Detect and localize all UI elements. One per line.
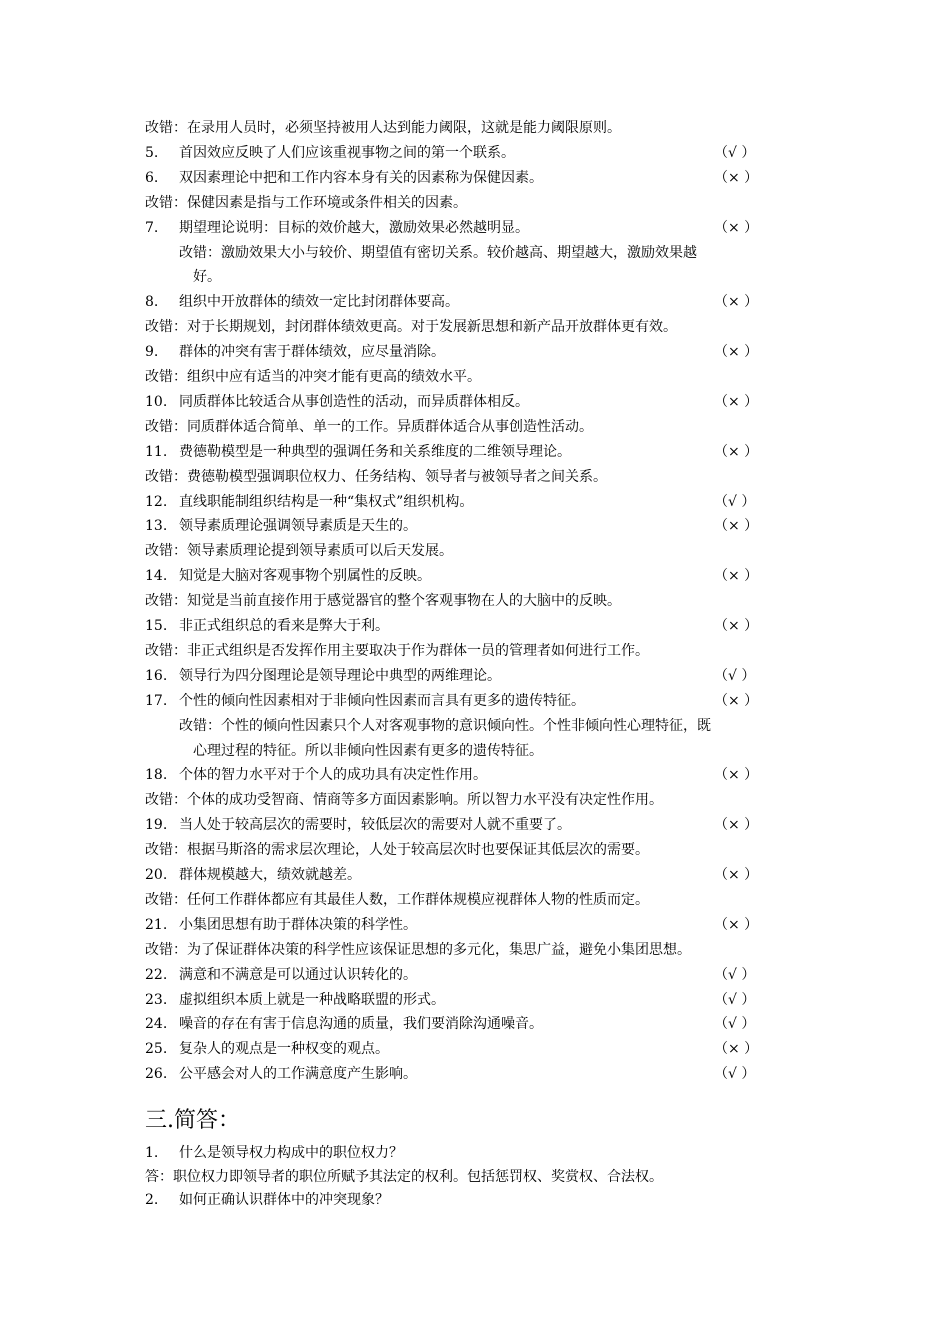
question-text: 组织中开放群体的绩效一定比封闭群体要高。 — [179, 294, 459, 311]
answer-mark: （× ） — [714, 568, 759, 585]
correction-line — [0, 1166, 950, 1188]
question-line — [0, 391, 950, 413]
question-number: 2. — [145, 1192, 159, 1208]
answer-mark: （× ） — [714, 518, 759, 535]
correction-text: 改错：知觉是当前直接作用于感觉器官的整个客观事物在人的大脑中的反映。 — [145, 593, 621, 610]
question-number: 9. — [145, 344, 159, 361]
question-text: 个性的倾向性因素相对于非倾向性因素而言具有更多的遗传特征。 — [179, 692, 585, 709]
question-line — [0, 441, 950, 463]
correction-line — [0, 366, 950, 388]
section-heading: 三.简答： — [145, 1108, 240, 1133]
question-number: 24. — [145, 1016, 168, 1033]
answer-mark: （× ） — [714, 443, 759, 460]
answer-mark: （× ） — [714, 393, 759, 410]
correction-line — [0, 789, 950, 811]
question-number: 19. — [145, 817, 168, 834]
question-number: 13. — [145, 518, 168, 535]
question-number: 16. — [145, 667, 168, 684]
correction-line — [0, 889, 950, 911]
question-number: 1. — [145, 1145, 159, 1161]
question-line — [0, 864, 950, 886]
correction-text: 答：职位权力即领导者的职位所赋予其法定的权利。包括惩罚权、奖赏权、合法权。 — [145, 1168, 663, 1185]
question-line — [0, 914, 950, 936]
correction-text: 改错：在录用人员时，必须坚持被用人达到能力阈限，这就是能力阈限原则。 — [145, 120, 621, 136]
correction-line — [0, 117, 950, 139]
question-number: 18. — [145, 767, 168, 784]
question-text: 非正式组织总的看来是弊大于利。 — [179, 618, 389, 634]
question-line — [0, 1038, 950, 1060]
question-number: 8. — [145, 294, 159, 311]
question-number: 25. — [145, 1041, 168, 1058]
answer-mark: （× ） — [714, 692, 759, 709]
correction-text: 改错：个性的倾向性因素只个人对客观事物的意识倾向性。个性非倾向性心理特征，既 — [179, 717, 711, 734]
correction-text: 改错：根据马斯洛的需求层次理论，人处于较高层次时也要保证其低层次的需要。 — [145, 842, 649, 859]
correction-text: 改错：个体的成功受智商、情商等多方面因素影响。所以智力水平没有决定性作用。 — [145, 792, 663, 809]
question-line — [0, 491, 950, 513]
answer-mark: （× ） — [714, 294, 759, 311]
question-text: 双因素理论中把和工作内容本身有关的因素称为保健因素。 — [179, 169, 543, 186]
correction-text: 改错：对于长期规划，封闭群体绩效更高。对于发展新思想和新产品开放群体更有效。 — [145, 319, 677, 336]
correction-text: 改错：组织中应有适当的冲突才能有更高的绩效水平。 — [145, 369, 481, 385]
continuation-line — [0, 740, 950, 762]
answer-mark: （× ） — [714, 344, 759, 361]
question-line — [0, 989, 950, 1011]
question-line — [0, 615, 950, 637]
correction-line — [0, 416, 950, 438]
correction-text: 改错：领导素质理论提到领导素质可以后天发展。 — [145, 543, 453, 560]
question-line — [0, 341, 950, 363]
question-text: 知觉是大脑对客观事物个别属性的反映。 — [179, 568, 431, 585]
question-text: 公平感会对人的工作满意度产生影响。 — [179, 1066, 417, 1083]
continuation-line — [0, 266, 950, 288]
question-number: 21. — [145, 916, 168, 933]
answer-mark: （√ ） — [714, 1066, 756, 1083]
correction-text: 改错：激励效果大小与较价、期望值有密切关系。较价越高、期望越大，激励效果越 — [179, 244, 697, 261]
question-number: 7. — [145, 219, 159, 236]
question-line — [0, 1189, 950, 1211]
question-text: 费德勒模型是一种典型的强调任务和关系维度的二维领导理论。 — [179, 443, 571, 460]
correction-line — [0, 316, 950, 338]
continuation-text: 心理过程的特征。所以非倾向性因素有更多的遗传特征。 — [193, 742, 543, 759]
answer-mark: （√ ） — [714, 667, 756, 684]
question-number: 11. — [145, 443, 168, 460]
question-line — [0, 665, 950, 687]
answer-mark: （× ） — [714, 817, 759, 834]
correction-line — [0, 242, 950, 264]
question-line — [0, 1063, 950, 1085]
answer-mark: （√ ） — [714, 991, 756, 1008]
question-text: 个体的智力水平对于个人的成功具有决定性作用。 — [179, 767, 487, 784]
question-text: 领导素质理论强调领导素质是天生的。 — [179, 518, 417, 535]
question-number: 6. — [145, 169, 159, 186]
correction-line — [0, 715, 950, 737]
correction-text: 改错：任何工作群体都应有其最佳人数，工作群体规模应视群体人物的性质而定。 — [145, 891, 649, 908]
question-text: 如何正确认识群体中的冲突现象？ — [179, 1192, 389, 1208]
question-number: 23. — [145, 991, 168, 1008]
question-line — [0, 964, 950, 986]
question-text: 噪音的存在有害于信息沟通的质量，我们要消除沟通噪音。 — [179, 1016, 543, 1033]
question-text: 满意和不满意是可以通过认识转化的。 — [179, 966, 417, 983]
correction-line — [0, 640, 950, 662]
question-line — [0, 814, 950, 836]
question-line — [0, 690, 950, 712]
answer-mark: （√ ） — [714, 493, 756, 510]
answer-mark: （× ） — [714, 867, 759, 883]
question-line — [0, 142, 950, 164]
question-number: 17. — [145, 692, 168, 709]
question-text: 复杂人的观点是一种权变的观点。 — [179, 1041, 389, 1058]
answer-mark: （× ） — [714, 1041, 759, 1058]
question-line — [0, 217, 950, 239]
question-line — [0, 565, 950, 587]
question-number: 14. — [145, 568, 168, 585]
question-number: 5. — [145, 144, 159, 161]
question-line — [0, 167, 950, 189]
correction-line — [0, 590, 950, 612]
question-number: 26. — [145, 1066, 168, 1083]
question-text: 小集团思想有助于群体决策的科学性。 — [179, 916, 417, 933]
answer-mark: （√ ） — [714, 144, 756, 161]
question-line — [0, 291, 950, 313]
question-text: 同质群体比较适合从事创造性的活动，而异质群体相反。 — [179, 393, 529, 410]
question-text: 当人处于较高层次的需要时，较低层次的需要对人就不重要了。 — [179, 817, 571, 834]
question-text: 期望理论说明：目标的效价越大，激励效果必然越明显。 — [179, 219, 529, 236]
answer-mark: （× ） — [714, 169, 759, 186]
question-text: 什么是领导权力构成中的职位权力？ — [179, 1145, 403, 1161]
correction-line — [0, 540, 950, 562]
correction-text: 改错：费德勒模型强调职位权力、任务结构、领导者与被领导者之间关系。 — [145, 468, 607, 485]
correction-line — [0, 192, 950, 214]
continuation-text: 好。 — [193, 269, 221, 286]
correction-text: 改错：保健因素是指与工作环境或条件相关的因素。 — [145, 194, 467, 211]
question-number: 12. — [145, 493, 168, 510]
question-number: 22. — [145, 966, 168, 983]
question-number: 10. — [145, 393, 168, 410]
answer-mark: （× ） — [714, 767, 759, 784]
answer-mark: （√ ） — [714, 966, 756, 983]
question-text: 虚拟组织本质上就是一种战略联盟的形式。 — [179, 991, 445, 1008]
answer-mark: （√ ） — [714, 1016, 756, 1033]
answer-mark: （× ） — [714, 618, 759, 634]
correction-line — [0, 466, 950, 488]
correction-text: 改错：非正式组织是否发挥作用主要取决于作为群体一员的管理者如何进行工作。 — [145, 642, 649, 659]
correction-text: 改错：同质群体适合简单、单一的工作。异质群体适合从事创造性活动。 — [145, 418, 593, 435]
question-line — [0, 515, 950, 537]
question-text: 群体的冲突有害于群体绩效，应尽量消除。 — [179, 344, 445, 361]
correction-line — [0, 839, 950, 861]
question-line — [0, 1013, 950, 1035]
question-text: 首因效应反映了人们应该重视事物之间的第一个联系。 — [179, 144, 515, 161]
answer-mark: （× ） — [714, 916, 759, 933]
question-text: 领导行为四分图理论是领导理论中典型的两维理论。 — [179, 667, 501, 684]
correction-text: 改错：为了保证群体决策的科学性应该保证思想的多元化，集思广益，避免小集团思想。 — [145, 941, 691, 958]
question-number: 20. — [145, 867, 168, 883]
question-line — [0, 1142, 950, 1164]
question-number: 15. — [145, 618, 168, 634]
answer-mark: （× ） — [714, 219, 759, 236]
question-text: 直线职能制组织结构是一种“集权式”组织机构。 — [179, 493, 474, 510]
question-text: 群体规模越大，绩效就越差。 — [179, 867, 361, 883]
question-line — [0, 764, 950, 786]
correction-line — [0, 939, 950, 961]
